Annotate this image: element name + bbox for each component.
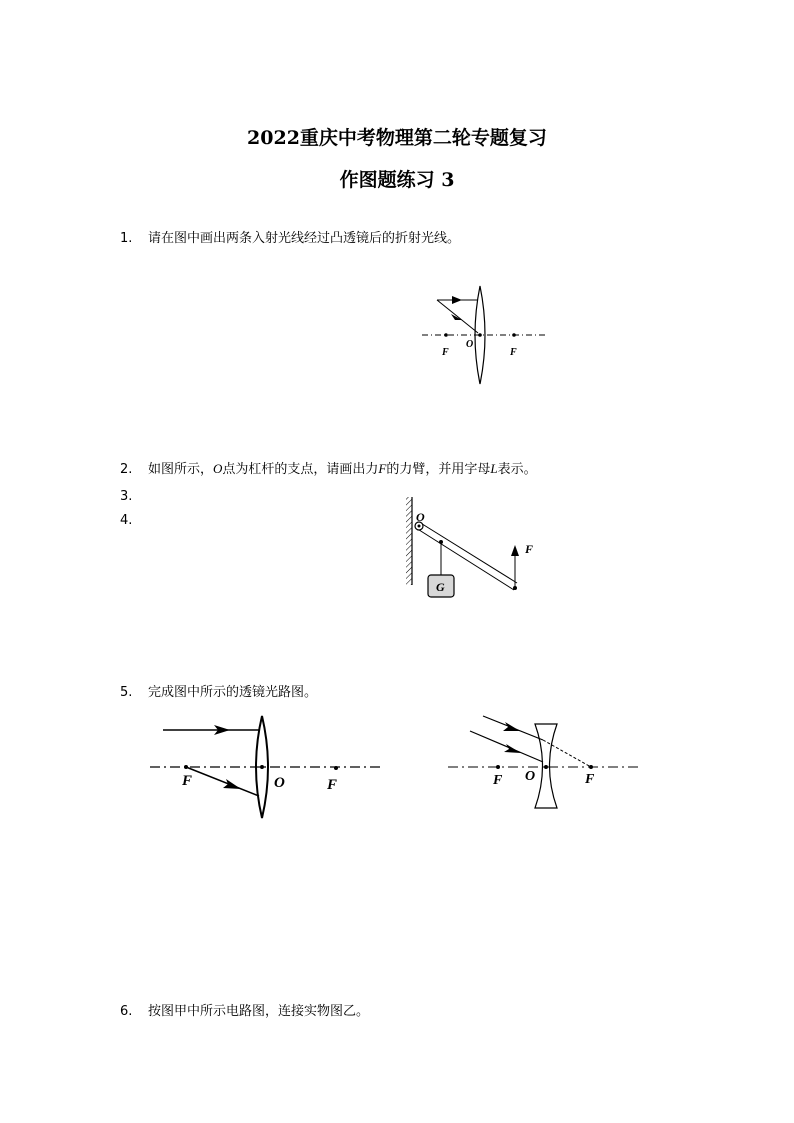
question-text: 的力臂，并用字母 xyxy=(386,462,491,477)
question-text: 请在图中画出两条入射光线经过凸透镜后的折射光线。 xyxy=(148,231,461,246)
label-f: F xyxy=(525,542,534,556)
label-o: O xyxy=(466,339,474,350)
var-o: O xyxy=(213,461,223,476)
question-number: 5. xyxy=(120,685,133,700)
question-6 xyxy=(120,1004,369,1020)
question-text: 完成图中所示的透镜光路图。 xyxy=(148,685,318,700)
arrow-head xyxy=(503,722,520,731)
label-g: G xyxy=(436,580,445,594)
label-o: O xyxy=(274,775,285,791)
label-f-left: F xyxy=(493,773,503,788)
label-o: O xyxy=(416,510,425,524)
focal-point-right xyxy=(589,765,593,769)
var-l: L xyxy=(490,461,498,476)
question-number: 2. xyxy=(120,462,133,477)
center-point xyxy=(544,765,548,769)
question-text: 表示。 xyxy=(497,462,537,477)
question-text: 如图所示， xyxy=(148,462,214,477)
var-f: F xyxy=(378,461,387,476)
question-number: 3. xyxy=(120,489,133,504)
label-f-left: F xyxy=(442,347,449,358)
label-f-right: F xyxy=(327,777,338,793)
label-f-right: F xyxy=(585,772,595,787)
page-title: 2022重庆中考物理第二轮专题复习 xyxy=(247,127,547,149)
arrow-head xyxy=(504,744,521,753)
question-number: 4. xyxy=(120,513,133,528)
focal-point-left xyxy=(496,765,500,769)
question-number: 1. xyxy=(120,231,133,246)
label-f-left: F xyxy=(182,773,193,789)
question-text: 点为杠杆的支点，请画出力 xyxy=(222,462,379,477)
label-o: O xyxy=(525,769,536,784)
label-f-right: F xyxy=(510,347,517,358)
question-text: 按图甲中所示电路图，连接实物图乙。 xyxy=(148,1004,370,1019)
question-number: 6. xyxy=(120,1004,133,1019)
page-subtitle: 作图题练习 3 xyxy=(339,169,455,191)
